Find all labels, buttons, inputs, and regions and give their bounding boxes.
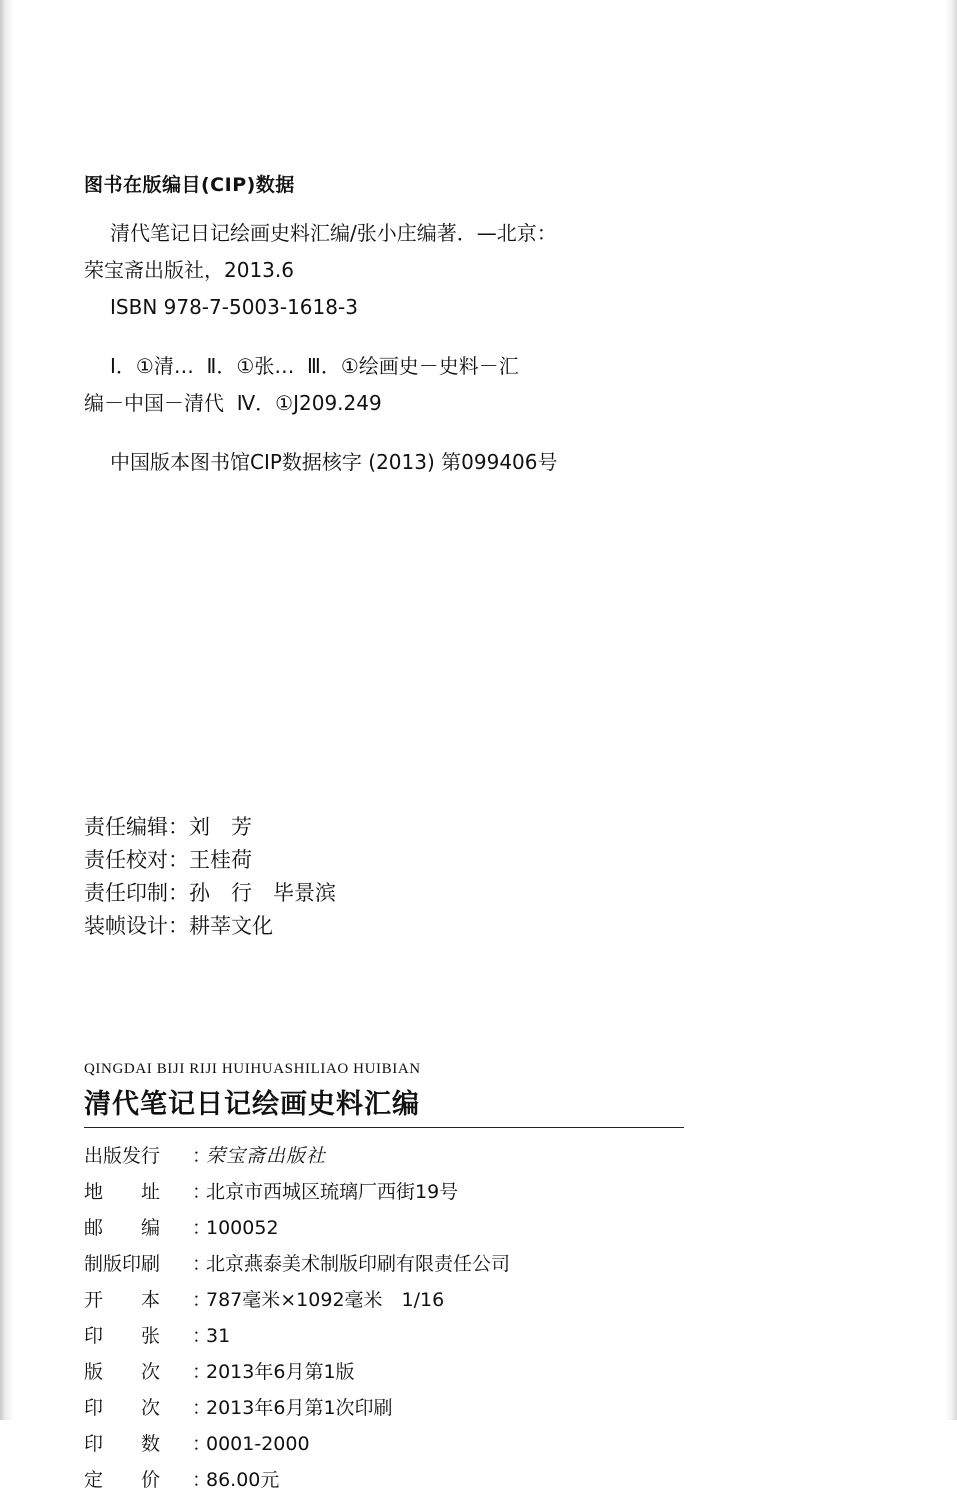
imprint-row [84,1354,684,1390]
credit-editor: 责任编辑：刘 芳 [84,815,252,839]
imprint-colon: ： [192,1397,212,1419]
imprint-row [84,1426,684,1462]
page-content [84,0,874,1498]
title-pinyin: QINGDAI BIJI RIJI HUIHUASHILIAO HUIBIAN [84,1061,421,1077]
imprint-label: 定 价 [84,1469,161,1491]
imprint-label: 制版印刷 [84,1253,161,1275]
imprint-colon: ： [192,1325,212,1347]
imprint-value-address: 北京市西城区琉璃厂西街19号 [206,1181,459,1203]
imprint-row [84,1318,684,1354]
imprint-value-edition: 2013年6月第1版 [206,1361,355,1383]
imprint-label: 版 次 [84,1361,161,1383]
title-divider [84,1127,684,1128]
cip-block [84,215,874,481]
imprint-colon: ： [192,1433,212,1455]
imprint-label: 开 本 [84,1289,161,1311]
imprint-value-format: 787毫米×1092毫米 1/16 [206,1289,445,1311]
imprint-row [84,1174,684,1210]
cip-line-2: 荣宝斋出版社，2013.6 [84,258,294,282]
cip-line-registration: 中国版本图书馆CIP数据核字 (2013) 第099406号 [110,450,558,474]
imprint-colon: ： [192,1469,212,1491]
imprint-colon: ： [192,1289,212,1311]
colophon [84,1061,684,1498]
imprint-colon: ： [192,1145,212,1167]
imprint-label: 印 张 [84,1325,161,1347]
imprint-label: 出版发行 [84,1145,161,1167]
imprint-colon: ： [192,1217,212,1239]
credit-proofreader: 责任校对：王桂荷 [84,848,252,872]
imprint-label: 地 址 [84,1181,161,1203]
imprint-value-print-run: 0001-2000 [206,1433,310,1455]
imprint-row [84,1138,684,1174]
imprint-row [84,1210,684,1246]
imprint-row [84,1282,684,1318]
cip-line-classification-2: 编－中国－清代 Ⅳ．①J209.249 [84,391,382,415]
imprint-row [84,1390,684,1426]
imprint-label: 印 数 [84,1433,161,1455]
imprint-colon: ： [192,1361,212,1383]
book-title: 清代笔记日记绘画史料汇编 [84,1089,420,1120]
imprint-label: 印 次 [84,1397,161,1419]
imprint-value-sheets: 31 [206,1325,231,1347]
imprint-row [84,1462,684,1498]
cip-heading: 图书在版编目(CIP)数据 [84,174,295,196]
cip-line-isbn: ISBN 978-7-5003-1618-3 [110,295,358,319]
imprint-value-price: 86.00元 [206,1469,280,1491]
cip-line-1: 清代笔记日记绘画史料汇编/张小庄编著．—北京： [110,221,557,245]
credit-design: 装帧设计：耕莘文化 [84,914,273,938]
imprint-value-printing: 2013年6月第1次印刷 [206,1397,393,1419]
staff-credits [84,811,874,943]
imprint-value-printer: 北京燕泰美术制版印刷有限责任公司 [206,1253,511,1275]
imprint-row [84,1246,684,1282]
imprint-colon: ： [192,1253,212,1275]
credit-production: 责任印制：孙 行 毕景滨 [84,881,336,905]
cip-line-classification-1: Ⅰ．①清… Ⅱ．①张… Ⅲ．①绘画史－史料－汇 [110,354,519,378]
imprint-value-publisher: 荣宝斋出版社 [206,1145,327,1167]
imprint-colon: ： [192,1181,212,1203]
imprint-value-postcode: 100052 [206,1217,279,1239]
imprint-table [84,1138,684,1498]
imprint-label: 邮 编 [84,1217,161,1239]
